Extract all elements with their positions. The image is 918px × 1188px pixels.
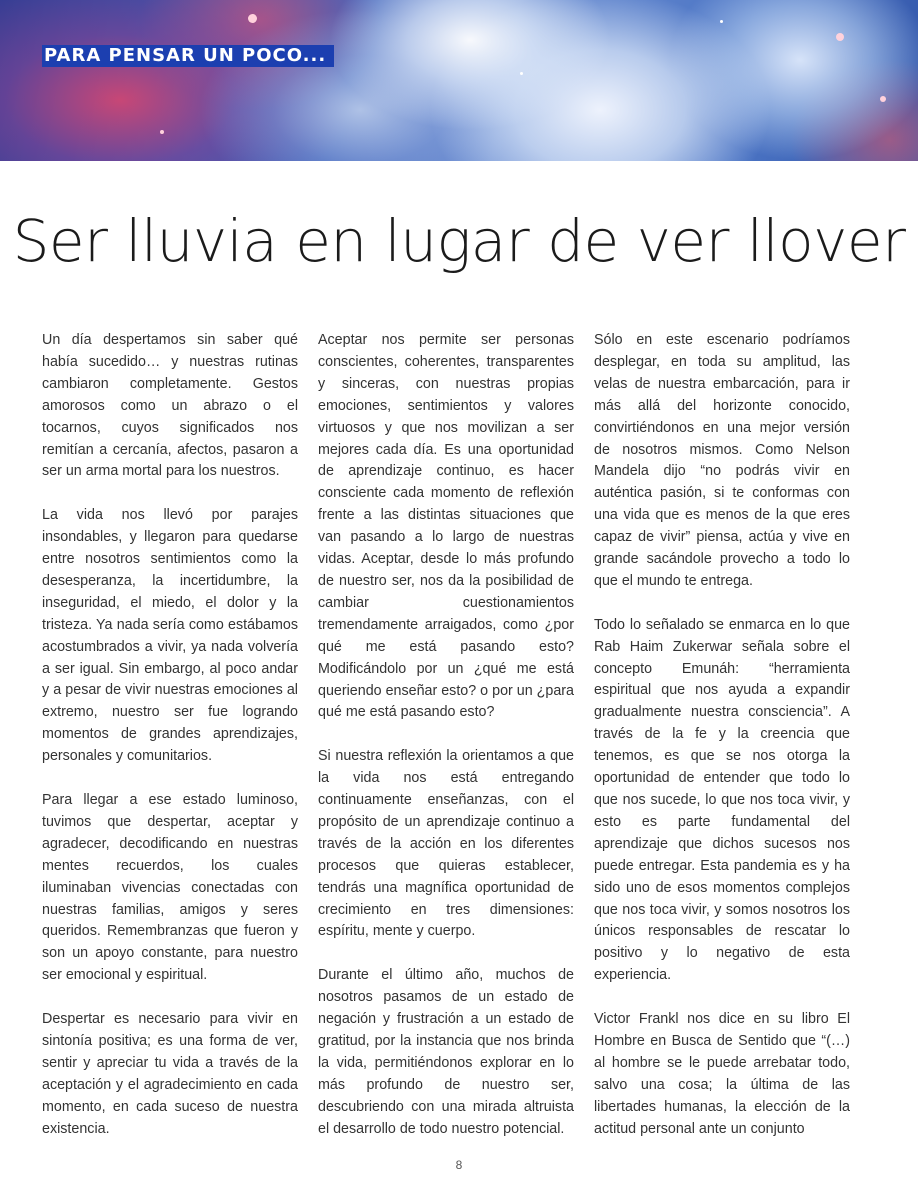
paragraph: Para llegar a ese estado luminoso, tuvimos que despertar, aceptar y agradecer, decodificando en nuestras mentes recuerdos, los cuales iluminaban vivencias conectadas con nuestras familias, amigos y seres queridos. Remembranzas que fueron y son un apoyo constante, para nuestro ser emocional y espiritual.	[42, 792, 298, 984]
paragraph: Si nuestra reflexión la orientamos a que la vida nos está entregando continuamente enseñanzas, con el propósito de un aprendizaje continuo a través de la acción en los diferentes procesos que quieras establecer, tendrás una magnífica oportunidad de crecimiento en tres dimensiones: espíritu, mente y cuerpo.	[318, 748, 574, 940]
paragraph: Un día despertamos sin saber qué había sucedido… y nuestras rutinas cambiaron completamente. Gestos amorosos como un abrazo o el tocarnos, cuyos significados nos remitían a cercanía, afectos, pasaron a ser un arma mortal para los nuestros.	[42, 332, 298, 480]
section-label: PARA PENSAR UN POCO...	[42, 45, 334, 67]
paragraph: Victor Frankl nos dice en su libro El Hombre en Busca de Sentido que “(…) al hombre se le puede arrebatar todo, salvo una cosa; la última de las libertades humanas, la elección de la actitud personal ante un conjunto	[594, 1011, 850, 1137]
banner-sparkle	[880, 96, 886, 102]
paragraph: Durante el último año, muchos de nosotros pasamos de un estado de negación y frustración a un estado de gratitud, por la instancia que nos brinda la vida, permitiéndonos explorar en lo más profundo de nuestro ser, descubriendo con una mirada altruista el desarrollo de todo nuestro potencial.	[318, 967, 574, 1137]
banner-sparkle	[248, 14, 257, 23]
banner-sparkle	[160, 130, 164, 134]
banner-sparkle	[520, 72, 523, 75]
article-column-2	[318, 330, 574, 1141]
banner-sparkle	[720, 20, 723, 23]
paragraph: Despertar es necesario para vivir en sintonía positiva; es una forma de ver, sentir y apreciar tu vida a través de la aceptación y el agradecimiento en cada momento, en cada suceso de nuestra existencia.	[42, 1011, 298, 1137]
banner-sparkle	[836, 33, 844, 41]
paragraph: Todo lo señalado se enmarca en lo que Rab Haim Zukerwar señala sobre el concepto Emunáh: “herramienta espiritual que nos ayuda a expandir gradualmente nuestra consciencia”. A través de la fe y la creencia que tenemos, es que se nos otorga la oportunidad de entender que todo lo que nos sucede, lo que nos toca vivir, y esto es parte fundamental del aprendizaje que dichos sucesos nos puede entregar. Esta pandemia es y ha sido uno de esos momentos complejos que nos toca vivir, y somos nosotros los únicos responsables de rescatar lo positivo y lo negativo de esta experiencia.	[594, 616, 850, 984]
page-number: 8	[455, 1158, 463, 1172]
article-column-1	[42, 330, 298, 1140]
paragraph: La vida nos llevó por parajes insondables, y llegaron para quedarse entre nosotros sentimientos como la desesperanza, la incertidumbre, la inseguridad, el miedo, el dolor y la tristeza. Ya nada sería como estábamos acostumbrados a vivir, ya nada volvería a ser igual. Sin embargo, al poco andar y a pesar de vivir nuestras emociones al extremo, nuestro ser fue logrando momentos de grandes aprendizajes, personales y comunitarios.	[42, 507, 298, 765]
header-banner	[0, 0, 918, 161]
article-title: Ser lluvia en lugar de ver llover	[12, 207, 906, 275]
article-column-3	[594, 330, 850, 1141]
paragraph: Sólo en este escenario podríamos desplegar, en toda su amplitud, las velas de nuestra embarcación, para ir más allá del horizonte conocido, convirtiéndonos en una mejor versión de nosotros mismos. Como Nelson Mandela dijo “no podrás vivir en auténtica pasión, si te conformas con una vida que es menos de la que eres capaz de vivir” piensa, actúa y vive en grande sacándole provecho a todo lo que el mundo te entrega.	[594, 332, 850, 589]
paragraph: Aceptar nos permite ser personas conscientes, coherentes, transparentes y sinceras, con nuestras propias emociones, sentimientos y valores virtuosos y que nos movilizan a ser mejores cada día. Es una oportunidad de aprendizaje continuo, es hacer consciente cada momento de reflexión frente a las distintas situaciones que van pasando a lo largo de nuestras vidas. Aceptar, desde lo más profundo de nuestro ser, nos da la posibilidad de cambiar cuestionamientos tremendamente arraigados, como ¿por qué me está pasando esto? Modificándolo por un ¿qué me está queriendo enseñar esto? o por un ¿para qué me está pasando esto?	[318, 332, 574, 721]
